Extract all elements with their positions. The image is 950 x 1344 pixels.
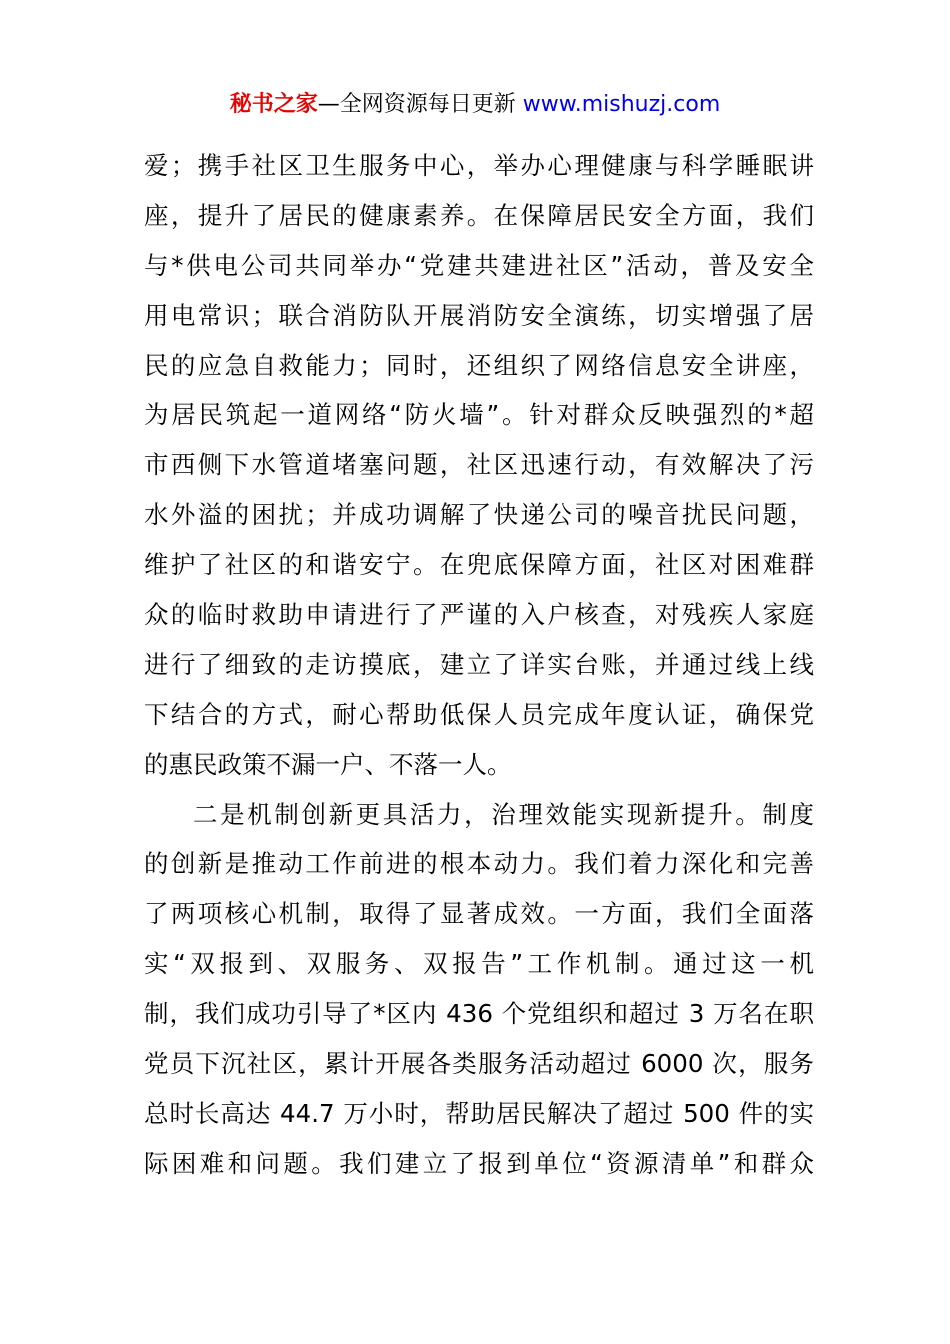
site-url-link[interactable]: www.mishuzj.com — [522, 92, 721, 117]
text-line: 了两项核心机制，取得了显著成效。一方面，我们全面落 — [144, 899, 814, 929]
text-line: 用电常识；联合消防队开展消防安全演练，切实增强了居 — [144, 300, 814, 330]
text-line: 座，提升了居民的健康素养。在保障居民安全方面，我们 — [144, 200, 814, 230]
paragraph-start-line: 二是机制创新更具活力，治理效能实现新提升。制度 — [193, 799, 814, 829]
site-header — [0, 88, 950, 122]
text-line: 爱；携手社区卫生服务中心，举办心理健康与科学睡眠讲 — [144, 151, 814, 180]
text-line: 民的应急自救能力；同时，还组织了网络信息安全讲座， — [144, 350, 814, 380]
text-line: 维护了社区的和谐安宁。在兜底保障方面，社区对困难群 — [144, 550, 814, 580]
text-line: 水外溢的困扰；并成功调解了快递公司的噪音扰民问题， — [144, 500, 814, 530]
text-line: 下结合的方式，耐心帮助低保人员完成年度认证，确保党 — [144, 699, 814, 729]
text-line: 进行了细致的走访摸底，建立了详实台账，并通过线上线 — [144, 649, 814, 679]
document-body — [144, 146, 814, 1194]
text-line: 际困难和问题。我们建立了报到单位“资源清单”和群众 — [144, 1148, 814, 1178]
text-line: 总时长高达 44.7 万小时，帮助居民解决了超过 500 件的实 — [144, 1098, 814, 1128]
site-tagline: —全网资源每日更新 — [317, 92, 516, 117]
text-line: 党员下沉社区，累计开展各类服务活动超过 6000 次，服务 — [144, 1049, 814, 1079]
site-brand: 秘书之家 — [229, 92, 318, 117]
text-line: 的创新是推动工作前进的根本动力。我们着力深化和完善 — [144, 849, 814, 879]
text-line: 实“双报到、双服务、双报告”工作机制。通过这一机 — [144, 949, 814, 979]
text-line: 为居民筑起一道网络“防火墙”。针对群众反映强烈的*超 — [144, 400, 814, 430]
text-line: 众的临时救助申请进行了严谨的入户核查，对残疾人家庭 — [144, 600, 814, 630]
text-line: 市西侧下水管道堵塞问题，社区迅速行动，有效解决了污 — [144, 450, 814, 480]
paragraph-end-line: 的惠民政策不漏一户、不落一人。 — [144, 749, 512, 779]
text-line: 与*供电公司共同举办“党建共建进社区”活动，普及安全 — [144, 250, 814, 280]
text-line: 制，我们成功引导了*区内 436 个党组织和超过 3 万名在职 — [144, 999, 814, 1029]
